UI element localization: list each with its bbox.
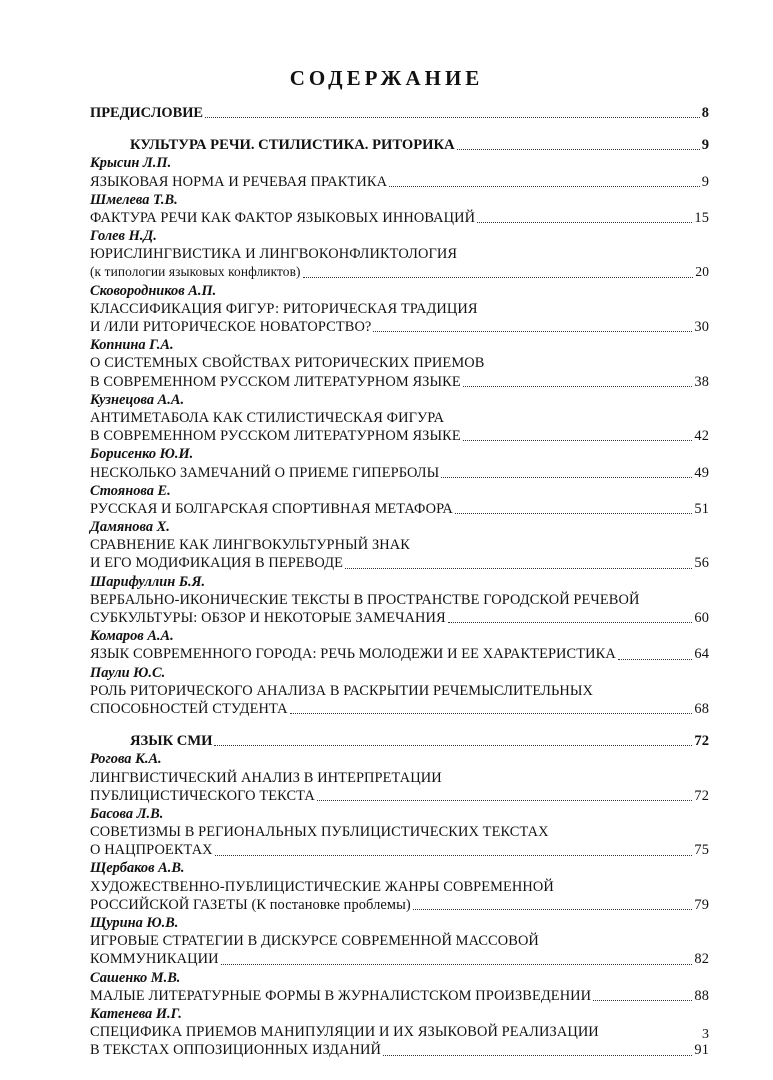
entry-text: (к типологии языковых конфликтов) [90,264,301,280]
leader-dots [290,713,693,714]
preface-page: 8 [701,104,709,121]
entry-text: СПЕЦИФИКА ПРИЕМОВ МАНИПУЛЯЦИИ И ИХ ЯЗЫКОВОЙ РЕАЛИЗАЦИИ [90,1024,599,1041]
entry-text: О СИСТЕМНЫХ СВОЙСТВАХ РИТОРИЧЕСКИХ ПРИЕМОВ [90,355,485,372]
entry-title-line [90,318,709,336]
entry-title-line [90,1041,709,1059]
entry-page: 88 [694,987,709,1004]
entry-author: Паули Ю.С. [90,664,166,681]
entry-author: Щурина Ю.В. [90,915,179,932]
entry-text: КОММУНИКАЦИИ [90,951,219,968]
entry-author: Рогова К.А. [90,751,162,768]
entry-title-line [90,173,709,191]
leader-dots [448,622,693,623]
entry-title-line [90,409,709,427]
entry-author: Басова Л.В. [90,805,164,822]
entry-title-line [90,823,709,841]
entry-author: Крысин Л.П. [90,155,172,172]
entry-author: Голев Н.Д. [90,228,157,245]
entry-text: В СОВРЕМЕННОМ РУССКОМ ЛИТЕРАТУРНОМ ЯЗЫКЕ [90,428,461,445]
leader-dots [455,513,693,514]
entry-text: ЯЗЫКОВАЯ НОРМА И РЕЧЕВАЯ ПРАКТИКА [90,173,388,190]
entry-page: 82 [694,951,709,968]
entry-text: СУБКУЛЬТУРЫ: ОБЗОР И НЕКОТОРЫЕ ЗАМЕЧАНИЯ [90,610,446,627]
preface-label: ПРЕДИСЛОВИЕ [90,104,204,121]
entry-title-line [90,932,709,950]
entry-text: СРАВНЕНИЕ КАК ЛИНГВОКУЛЬТУРНЫЙ ЗНАК [90,537,410,554]
entry-text: ФАКТУРА РЕЧИ КАК ФАКТОР ЯЗЫКОВЫХ ИННОВАЦИЙ [90,209,476,226]
leader-dots [463,440,693,441]
entry-text: ВЕРБАЛЬНО-ИКОНИЧЕСКИЕ ТЕКСТЫ В ПРОСТРАНСТВЕ ГОРОДСКОЙ РЕЧЕВОЙ [90,591,640,608]
entry-title-line [90,1023,709,1041]
entry-title-line [90,464,709,482]
entry-page: 38 [694,373,709,390]
entry-title-line [90,769,709,787]
entry-title-line [90,591,709,609]
entry-page: 20 [695,264,709,280]
entry-text: ЮРИСЛИНГВИСТИКА И ЛИНГВОКОНФЛИКТОЛОГИЯ [90,246,458,263]
entry-author: Сковородников А.П. [90,282,217,299]
entry-title-line [90,987,709,1005]
entry-page: 68 [694,700,709,717]
entry-title-line [90,896,709,914]
entry-page: 60 [694,610,709,627]
entry-text: АНТИМЕТАБОЛА КАК СТИЛИСТИЧЕСКАЯ ФИГУРА [90,409,445,426]
entry-author: Щербаков А.В. [90,860,185,877]
toc-preface [90,104,709,122]
entry-page: 79 [694,896,709,913]
entry-text: ЯЗЫК СОВРЕМЕННОГО ГОРОДА: РЕЧЬ МОЛОДЕЖИ И ЕЕ ХАРАКТЕРИСТИКА [90,646,616,663]
entry-text: ИГРОВЫЕ СТРАТЕГИИ В ДИСКУРСЕ СОВРЕМЕННОЙ МАССОВОЙ [90,933,539,950]
entry-title-line [90,787,709,805]
leader-dots [477,222,692,223]
entry-title-line [90,645,709,663]
entry-text: КУЛЬТУРА РЕЧИ. СТИЛИСТИКА. РИТОРИКА [130,137,455,154]
entry-title-line [90,427,709,445]
leader-dots [303,277,694,278]
table-of-contents [90,104,709,1060]
entry-page: 15 [694,209,709,226]
leader-dots [593,1000,692,1001]
leader-dots [618,659,693,660]
entry-text: ПУБЛИЦИСТИЧЕСКОГО ТЕКСТА [90,787,315,804]
entry-author: Шарифуллин Б.Я. [90,573,206,590]
leader-dots [317,800,693,801]
leader-dots [463,386,693,387]
leader-dots [345,568,692,569]
entry-page: 9 [701,173,709,190]
entry-page: 9 [701,137,709,154]
section-mass-media-language [90,732,709,1059]
entry-text: О НАЦПРОЕКТАХ [90,842,213,859]
entry-title-line [90,300,709,318]
leader-dots [214,745,692,746]
leader-dots [383,1055,692,1056]
leader-dots [457,149,700,150]
entry-page: 91 [694,1042,709,1059]
entry-text: МАЛЫЕ ЛИТЕРАТУРНЫЕ ФОРМЫ В ЖУРНАЛИСТСКОМ ПРОИЗВЕДЕНИИ [90,987,592,1004]
entry-author: Комаров А.А. [90,628,174,645]
entry-text: СПОСОБНОСТЕЙ СТУДЕНТА [90,700,288,717]
entry-text: СОВЕТИЗМЫ В РЕГИОНАЛЬНЫХ ПУБЛИЦИСТИЧЕСКИХ ТЕКСТАХ [90,824,549,841]
entry-page: 75 [694,842,709,859]
entry-page: 42 [694,428,709,445]
entry-author: Сашенко М.В. [90,969,181,986]
entry-author: Дамянова Х. [90,519,170,536]
entry-title-line [90,354,709,372]
entry-author: Борисенко Ю.И. [90,446,194,463]
section-heading [90,732,709,750]
entry-text: НЕСКОЛЬКО ЗАМЕЧАНИЙ О ПРИЕМЕ ГИПЕРБОЛЫ [90,464,440,481]
entry-text: КЛАССИФИКАЦИЯ ФИГУР: РИТОРИЧЕСКАЯ ТРАДИЦИЯ [90,300,478,317]
entry-title-line [90,536,709,554]
entry-page: 56 [694,555,709,572]
leader-dots [441,477,692,478]
leader-dots [221,964,693,965]
entry-title-line [90,609,709,627]
entry-title-line [90,700,709,718]
entry-page: 49 [694,464,709,481]
entry-title-line [90,555,709,573]
entry-title-line [90,841,709,859]
entry-text: РОССИЙСКОЙ ГАЗЕТЫ (К постановке проблемы) [90,896,411,913]
leader-dots [215,855,693,856]
page-number: 3 [702,1027,709,1042]
leader-dots [373,331,692,332]
entry-text: И ЕГО МОДИФИКАЦИЯ В ПЕРЕВОДЕ [90,555,343,572]
entry-page: 72 [694,787,709,804]
entry-text: И /ИЛИ РИТОРИЧЕСКОЕ НОВАТОРСТВО? [90,319,372,336]
entry-author: Копнина Г.А. [90,337,174,354]
entry-text: РОЛЬ РИТОРИЧЕСКОГО АНАЛИЗА В РАСКРЫТИИ РЕЧЕМЫСЛИТЕЛЬНЫХ [90,682,593,699]
entry-author: Шмелева Т.В. [90,191,178,208]
entry-title-line [90,245,709,263]
entry-title-line [90,264,709,282]
entry-text: ЛИНГВИСТИЧЕСКИЙ АНАЛИЗ В ИНТЕРПРЕТАЦИИ [90,769,442,786]
entry-author: Катенева И.Г. [90,1005,182,1022]
entry-text: В ТЕКСТАХ ОППОЗИЦИОННЫХ ИЗДАНИЙ [90,1042,381,1059]
leader-dots [389,186,700,187]
section-heading [90,136,709,154]
entry-title-line [90,878,709,896]
entry-page: 51 [694,500,709,517]
entry-text: РУССКАЯ И БОЛГАРСКАЯ СПОРТИВНАЯ МЕТАФОРА [90,500,453,517]
entry-text: ЯЗЫК СМИ [130,733,213,750]
entry-title-line [90,950,709,968]
entry-page: 64 [694,646,709,663]
entry-title-line [90,500,709,518]
entry-author: Кузнецова А.А. [90,391,185,408]
entry-title-line [90,682,709,700]
entry-text: ХУДОЖЕСТВЕННО-ПУБЛИЦИСТИЧЕСКИЕ ЖАНРЫ СОВРЕМЕННОЙ [90,878,554,895]
leader-dots [205,117,700,118]
entry-title-line [90,373,709,391]
page-title: СОДЕРЖАНИЕ [289,66,484,90]
section-culture-of-speech [90,136,709,718]
leader-dots [413,909,693,910]
entry-title-line [90,209,709,227]
entry-page: 30 [694,319,709,336]
entry-text: В СОВРЕМЕННОМ РУССКОМ ЛИТЕРАТУРНОМ ЯЗЫКЕ [90,373,461,390]
entry-page: 72 [694,733,709,750]
entry-author: Стоянова Е. [90,482,171,499]
